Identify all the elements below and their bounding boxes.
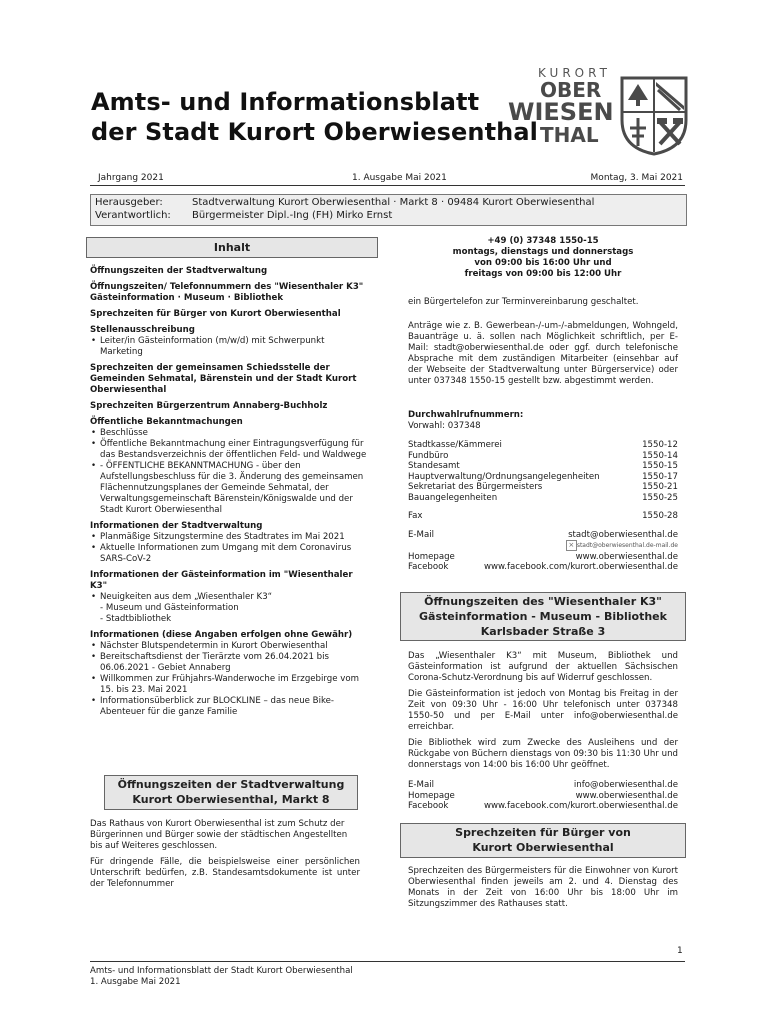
stadtverwaltung-text	[90, 819, 360, 890]
extension-number: 1550-21	[642, 482, 678, 492]
table-of-contents	[90, 266, 370, 718]
table-row	[408, 552, 678, 563]
toc-subentry: • Beschlüsse	[100, 428, 370, 439]
logo-ober: OBER	[540, 78, 602, 102]
toc-entry: Sprechzeiten für Bürger von Kurort Oberwiesenthal	[90, 309, 341, 319]
table-row	[408, 562, 678, 573]
logo-thal: THAL	[540, 123, 599, 147]
table-row	[408, 540, 678, 552]
toc-entry: Informationen (diese Angaben erfolgen ohne Gewähr)	[90, 630, 353, 640]
department-name: Sekretariat des Bürgermeisters	[408, 482, 543, 492]
footer-line-1: Amts- und Informationsblatt der Stadt Kurort Oberwiesenthal	[90, 966, 353, 976]
toc-sublist	[90, 428, 370, 516]
email-link[interactable]: info@oberwiesenthal.de	[573, 780, 678, 790]
jahrgang: Jahrgang 2021	[98, 173, 164, 183]
extension-number: 1550-12	[642, 440, 678, 450]
facebook-label: Facebook	[408, 562, 449, 572]
k3-contact-table	[408, 780, 678, 812]
phone-hours-line: freitags von 09:00 bis 12:00 Uhr	[464, 269, 622, 279]
title-line-1: Amts- und Informationsblatt	[91, 88, 480, 116]
oberwiesenthal-logo	[500, 66, 700, 166]
department-name: Standesamt	[408, 461, 460, 471]
homepage-label: Homepage	[408, 551, 455, 562]
toc-subentry: • Informationsüberblick zur BLOCKLINE – das neue Bike-Abenteuer für die ganze Familie	[100, 696, 370, 718]
toc-entry: Sprechzeiten der gemeinsamen Schiedsstelle der Gemeinden Sehmatal, Bärenstein und der Stadt Kurort Oberwiesenthal	[90, 363, 357, 395]
k3-heading-line-3: Karlsbader Straße 3	[480, 625, 606, 638]
table-row	[408, 511, 678, 522]
paragraph: Für dringende Fälle, die beispielsweise einer persönlichen Unterschrift bedürfen, z.B. Standesamtsdokumente ist unter der Telefonnummer	[90, 857, 360, 889]
toc-subentry: • - ÖFFENTLICHE BEKANNTMACHUNG - über den Aufstellungsbeschluss für die 3. Änderung des gemeinsamen Flächennutzungsplanes der Gemeinde Sehmatal, der Verwaltungsgemeinschaft Bärenstein/Königswalde und der Stadt Kurort Oberwiesenthal	[100, 461, 370, 516]
toc-subsubentry: - Museum und Gästeinformation	[100, 603, 239, 613]
table-row	[408, 461, 678, 472]
antraege-text: Anträge wie z. B. Gewerbean-/-um-/-abmeldungen, Wohngeld, Bauanträge u. ä. sollen nach Möglichkeit schriftlich, per E-Mail: stadt@oberwiesenthal.de oder ggf. durch telefonische Absprache mit dem zuständigen Mitarbeiter (einsehbar auf der Webseite der Stadtverwaltung unter Bürgerservice) oder unter 037348 1550-15 gestellt bzw. abgestimmt werden.	[408, 321, 678, 386]
facebook-link[interactable]: www.facebook.com/kurort.oberwiesenthal.de	[483, 562, 678, 572]
herausgeber-value: Stadtverwaltung Kurort Oberwiesenthal · Markt 8 · 09484 Kurort Oberwiesenthal	[192, 197, 595, 208]
k3-heading-line-2: Gästeinformation - Museum - Bibliothek	[419, 610, 667, 623]
department-name: Stadtkasse/Kämmerei	[408, 440, 502, 450]
toc-sublist	[90, 641, 370, 718]
toc-subentry: • Leiter/in Gästeinformation (m/w/d) mit Schwerpunkt Marketing	[100, 336, 370, 358]
page-number: 1	[677, 946, 683, 956]
k3-heading	[400, 592, 686, 641]
homepage-link[interactable]: www.oberwiesenthal.de	[575, 551, 678, 562]
issue-date: Montag, 3. Mai 2021	[590, 173, 683, 183]
homepage-link[interactable]: www.oberwiesenthal.de	[575, 790, 678, 801]
email-label: E-Mail	[408, 780, 434, 790]
toc-sublist	[90, 532, 370, 565]
sprechzeiten-heading-line-1: Sprechzeiten für Bürger von	[455, 826, 631, 839]
toc-sublist	[90, 592, 370, 603]
logo-wiesen: WIESEN	[508, 98, 614, 126]
k3-heading-line-1: Öffnungszeiten des "Wiesenthaler K3"	[424, 595, 662, 608]
toc-entry: Öffnungszeiten der Stadtverwaltung	[90, 266, 268, 276]
paragraph: Das „Wiesenthaler K3“ mit Museum, Bibliothek und Gästeinformation ist aufgrund der aktuellen Sächsischen Corona-Schutz-Verordnung bis auf Widerruf geschlossen.	[408, 651, 678, 683]
vorwahl: Vorwahl: 037348	[408, 421, 481, 431]
toc-subentry: • Bereitschaftsdienst der Tierärzte vom 26.04.2021 bis 06.06.2021 - Gebiet Annaberg	[100, 652, 370, 674]
fax-number: 1550-28	[642, 511, 678, 521]
facebook-link[interactable]: www.facebook.com/kurort.oberwiesenthal.de	[483, 801, 678, 811]
toc-subentry: • Nächster Blutspendetermin in Kurort Oberwiesenthal	[100, 641, 370, 652]
department-name: Fundbüro	[408, 450, 449, 461]
contact-table	[408, 511, 678, 573]
phone-hours-line: montags, dienstags und donnerstags	[452, 247, 634, 257]
email-link[interactable]: stadt@oberwiesenthal.de	[568, 529, 678, 540]
broken-image	[461, 540, 679, 552]
toc-subsubentry: - Stadtbibliothek	[100, 614, 172, 624]
extension-number: 1550-17	[642, 471, 678, 482]
sprechzeiten-heading	[400, 823, 686, 858]
toc-entry: Öffentliche Bekanntmachungen	[90, 417, 243, 427]
table-row	[408, 493, 678, 504]
table-row	[408, 780, 678, 791]
durchwahl-section	[408, 410, 678, 573]
toc-subentry: • Öffentliche Bekanntmachung einer Eintragungsverfügung für das Bestandsverzeichnis der öffentlichen Feld- und Waldwege	[100, 439, 370, 461]
durchwahl-table-body	[408, 440, 678, 503]
footer	[90, 966, 353, 988]
herausgeber-label: Herausgeber:	[95, 197, 163, 208]
toc-subentry: • Planmäßige Sitzungstermine des Stadtrates im Mai 2021	[100, 532, 370, 543]
facebook-label: Facebook	[408, 801, 449, 811]
toc-subentry: • Willkommen zur Frühjahrs-Wanderwoche im Erzgebirge vom 15. bis 23. Mai 2021	[100, 674, 370, 696]
stadtverwaltung-heading-line-1: Öffnungszeiten der Stadtverwaltung	[117, 778, 345, 791]
footer-divider	[90, 961, 685, 962]
toc-entry: Sprechzeiten Bürgerzentrum Annaberg-Buchholz	[90, 401, 328, 411]
toc-entry: Informationen der Stadtverwaltung	[90, 521, 263, 531]
table-row	[408, 530, 678, 541]
toc-entry: Öffnungszeiten/ Telefonnummern des "Wiesenthaler K3" Gästeinformation · Museum · Bibliothek	[90, 282, 364, 303]
logo-kurort: KURORT	[538, 66, 611, 80]
ausgabe: 1. Ausgabe Mai 2021	[352, 173, 447, 183]
coat-of-arms-icon	[620, 76, 688, 156]
email-label: E-Mail	[408, 529, 434, 540]
toc-sublist	[90, 336, 370, 358]
publisher-box	[90, 194, 687, 226]
phone-hours	[408, 236, 678, 280]
broken-image-icon: ×	[566, 540, 577, 551]
table-row	[408, 472, 678, 483]
toc-subentry: • Neuigkeiten aus dem „Wiesenthaler K3“	[100, 592, 370, 603]
sprechzeiten-heading-line-2: Kurort Oberwiesenthal	[472, 841, 614, 854]
toc-heading: Inhalt	[86, 237, 378, 258]
sprechzeiten-text: Sprechzeiten des Bürgermeisters für die Einwohner von Kurort Oberwiesenthal finden jeweils am 2. und 4. Dienstag des Monats in der Zeit von 16:00 Uhr bis 18:00 Uhr im Sitzungszimmer des Rathauses statt.	[408, 866, 678, 909]
paragraph: Die Gästeinformation ist jedoch von Montag bis Freitag in der Zeit von 09:30 Uhr - 16:00 Uhr telefonisch unter 037348 1550-50 und per E-Mail unter info@oberwiesenthal.de erreichbar.	[408, 689, 678, 732]
table-row	[408, 451, 678, 462]
durchwahl-heading: Durchwahlrufnummern:	[408, 410, 524, 420]
issue-line	[90, 171, 685, 186]
footer-line-2: 1. Ausgabe Mai 2021	[90, 977, 181, 987]
verantwortlich-value: Bürgermeister Dipl.-Ing (FH) Mirko Ernst	[192, 210, 393, 221]
department-name: Bauangelegenheiten	[408, 492, 498, 503]
k3-contacts	[408, 780, 678, 812]
homepage-label: Homepage	[408, 790, 455, 801]
verantwortlich-label: Verantwortlich:	[95, 210, 171, 221]
department-name: Hauptverwaltung/Ordnungsangelegenheiten	[408, 471, 600, 482]
table-row	[408, 791, 678, 802]
toc-subentry: • Aktuelle Informationen zum Umgang mit dem Coronavirus SARS-CoV-2	[100, 543, 370, 565]
buergertelefon-text: ein Bürgertelefon zur Terminvereinbarung geschaltet.	[408, 297, 639, 307]
stadtverwaltung-heading-line-2: Kurort Oberwiesenthal, Markt 8	[132, 793, 330, 806]
title-line-2: der Stadt Kurort Oberwiesenthal	[91, 118, 538, 146]
table-row	[408, 801, 678, 812]
toc-entry: Informationen der Gästeinformation im "Wiesenthaler K3"	[90, 570, 353, 591]
table-row	[408, 482, 678, 493]
extension-number: 1550-25	[642, 492, 678, 503]
broken-image-alt: stadt@oberwiesenthal.de-mail.de	[576, 542, 678, 549]
stadtverwaltung-heading	[104, 775, 358, 810]
durchwahl-table	[408, 440, 678, 503]
paragraph: Die Bibliothek wird zum Zwecke des Ausleihens und der Rückgabe von Büchern dienstags von 09:30 bis 11:30 Uhr und donnerstags von 14:00 bis 16:00 Uhr geöffnet.	[408, 738, 678, 770]
table-row	[408, 440, 678, 451]
newsletter-title	[91, 87, 538, 147]
k3-text	[408, 651, 678, 771]
fax-label: Fax	[408, 511, 423, 521]
phone-hours-line: von 09:00 bis 16:00 Uhr und	[474, 258, 612, 268]
extension-number: 1550-15	[642, 461, 678, 471]
extension-number: 1550-14	[642, 450, 678, 461]
paragraph: Das Rathaus von Kurort Oberwiesenthal ist zum Schutz der Bürgerinnen und Bürger sowie der städtischen Angestellten bis auf Weiteres geschlossen.	[90, 819, 348, 851]
phone-number: +49 (0) 37348 1550-15	[487, 236, 599, 246]
toc-entry: Stellenausschreibung	[90, 325, 195, 335]
